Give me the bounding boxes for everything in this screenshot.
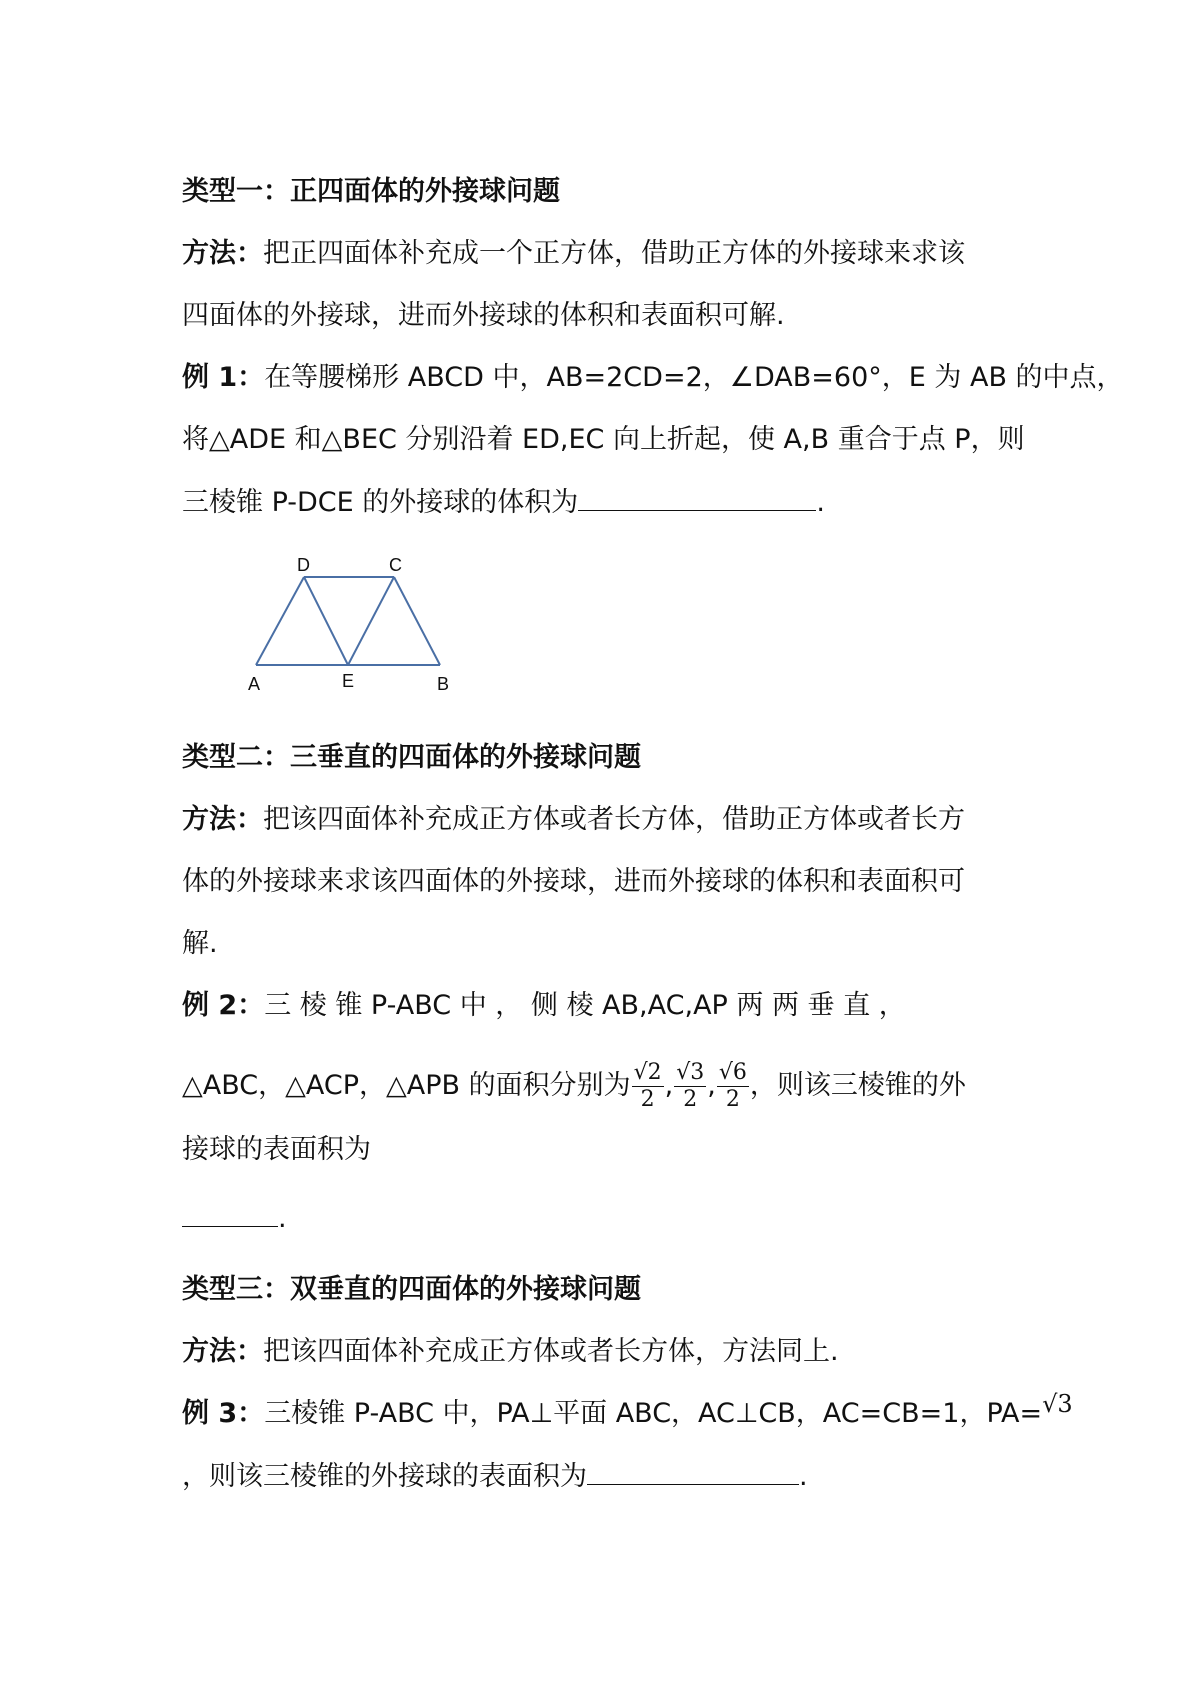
example1-line1 bbox=[182, 358, 1124, 398]
period: . bbox=[799, 1461, 808, 1492]
label-c: C bbox=[389, 555, 402, 575]
edge-bc bbox=[394, 577, 440, 665]
example-text: △ABC，△ACP，△APB 的面积分别为 bbox=[182, 1070, 631, 1101]
example2-line4 bbox=[182, 1198, 1042, 1239]
type3-method-line1 bbox=[182, 1332, 1042, 1372]
trapezoid-figure bbox=[240, 550, 460, 700]
edge-ec bbox=[348, 577, 394, 665]
example-text: ，则该三棱锥的外 bbox=[749, 1070, 966, 1101]
answer-blank[interactable] bbox=[587, 1456, 799, 1485]
type2-method-line2: 体的外接球来求该四面体的外接球，进而外接球的体积和表面积可 bbox=[182, 866, 965, 897]
method-label: 方法： bbox=[182, 804, 263, 835]
example2-line3: 接球的表面积为 bbox=[182, 1134, 371, 1165]
fraction-sqrt2-over-2: $\frac{√2}{2}$ bbox=[633, 1060, 662, 1112]
method-text: 把该四面体补充成正方体或者长方体，方法同上. bbox=[263, 1336, 839, 1367]
fraction-sqrt6-over-2: $\frac{√6}{2}$ bbox=[718, 1060, 747, 1112]
fraction-sqrt3-over-2: $\frac{√3}{2}$ bbox=[676, 1060, 705, 1112]
example2-line1 bbox=[182, 986, 1042, 1026]
answer-blank[interactable] bbox=[182, 1198, 278, 1227]
period: . bbox=[816, 487, 825, 518]
type2-heading: 类型二：三垂直的四面体的外接球问题 bbox=[182, 742, 641, 773]
edge-ad bbox=[256, 577, 304, 665]
example2-line2 bbox=[182, 1060, 1042, 1113]
label-e: E bbox=[342, 671, 355, 691]
example1-line2: 将△ADE 和△BEC 分别沿着 ED,EC 向上折起，使 A,B 重合于点 P，则 bbox=[182, 424, 1025, 455]
label-d: D bbox=[297, 555, 310, 575]
example1-line3 bbox=[182, 482, 1042, 523]
example-text: ，则该三棱锥的外接球的表面积为 bbox=[182, 1461, 587, 1492]
example-text: 三 棱 锥 P-ABC 中 ， 侧 棱 AB,AC,AP 两 两 垂 直 ， bbox=[264, 990, 906, 1021]
comma: , bbox=[707, 1070, 716, 1101]
method-text: 把该四面体补充成正方体或者长方体，借助正方体或者长方 bbox=[263, 804, 965, 835]
example3-line2 bbox=[182, 1456, 1042, 1497]
type1-method-line2: 四面体的外接球，进而外接球的体积和表面积可解. bbox=[182, 300, 785, 331]
method-label: 方法： bbox=[182, 238, 263, 269]
sqrt3: √3 bbox=[1042, 1390, 1073, 1418]
type1-method-line1 bbox=[182, 234, 1042, 274]
method-text: 把正四面体补充成一个正方体，借助正方体的外接球来求该 bbox=[263, 238, 965, 269]
example-text: 在等腰梯形 ABCD 中，AB=2CD=2，∠DAB=60°，E 为 AB 的中点， bbox=[264, 362, 1124, 393]
type2-method-line1 bbox=[182, 800, 1042, 840]
type2-method-line3: 解. bbox=[182, 928, 218, 959]
label-b: B bbox=[437, 674, 450, 694]
method-label: 方法： bbox=[182, 1336, 263, 1367]
example3-line1 bbox=[182, 1390, 1073, 1434]
example-label: 例 1： bbox=[182, 362, 265, 393]
answer-blank[interactable] bbox=[578, 482, 816, 511]
example-label: 例 2： bbox=[182, 990, 265, 1021]
comma: , bbox=[664, 1070, 674, 1101]
type1-heading: 类型一：正四面体的外接球问题 bbox=[182, 176, 560, 207]
period: . bbox=[278, 1203, 287, 1234]
example-label: 例 3： bbox=[182, 1398, 265, 1429]
edge-ed bbox=[304, 577, 348, 665]
example-text: 三棱锥 P-DCE 的外接球的体积为 bbox=[182, 487, 579, 518]
example-text: 三棱锥 P-ABC 中，PA⊥平面 ABC，AC⊥CB，AC=CB=1，PA= bbox=[264, 1398, 1043, 1429]
type3-heading: 类型三：双垂直的四面体的外接球问题 bbox=[182, 1274, 641, 1305]
label-a: A bbox=[248, 674, 261, 694]
